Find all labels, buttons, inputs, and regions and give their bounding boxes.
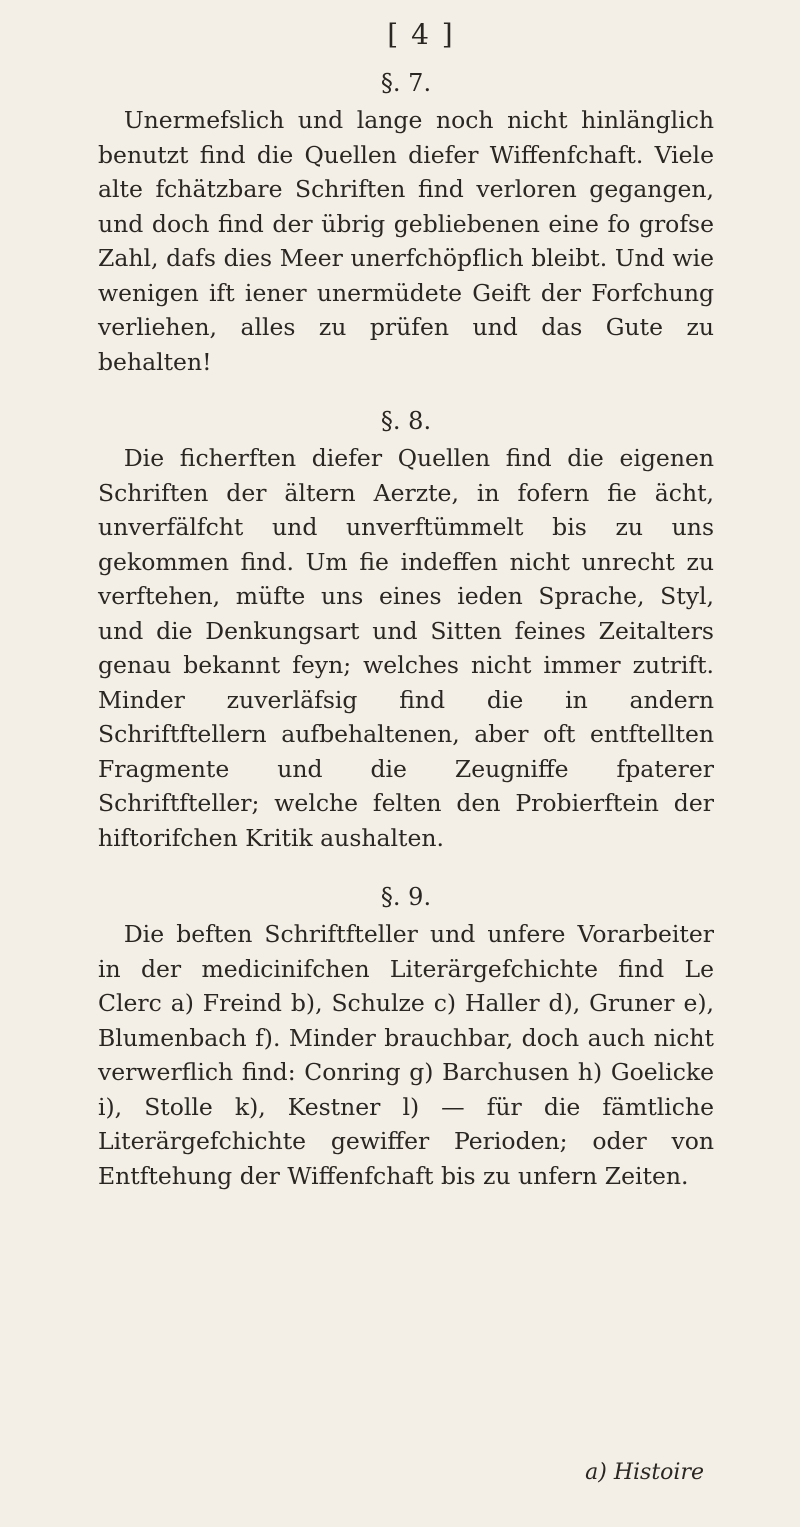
section-paragraph: Unermefslich und lange noch nicht hinlänglich benutzt find die Quellen diefer Wiffenfchaft. Viele alte fchätzbare Schriften find verloren gegangen, und doch find der übrig gebliebenen eine fo grofse Zahl, dafs dies Meer unerfchöpflich bleibt. Und wie wenigen ift iener unermüdete Geift der Forfchung verliehen, alles zu prüfen und das Gute zu behalten! [98, 106, 714, 376]
catchword: a) Histoire [585, 1460, 704, 1485]
section-9 [98, 883, 714, 1193]
section-paragraph: Die ficherften diefer Quellen find die eigenen Schriften der ältern Aerzte, in fofern fie ächt, unverfälfcht und unverftümmelt bis zu uns gekommen find. Um fie indeffen nicht unrecht zu verftehen, müfte uns eines ieden Sprache, Styl, und die Denkungsart und Sitten feines Zeitalters genau bekannt feyn; welches nicht immer zutrift. Minder zuverläfsig find die in andern Schriftftellern aufbehaltenen, aber oft entftellten Fragmente und die Zeugniffe fpaterer Schriftfteller; welche felten den Probierftein der hiftorifchen Kritik aushalten. [98, 444, 714, 852]
page-number: [ 4 ] [387, 18, 455, 51]
section-heading: §. 9. [380, 883, 432, 911]
section-heading: §. 7. [380, 69, 432, 97]
section-8 [98, 407, 714, 855]
section-paragraph: Die beften Schriftfteller und unfere Vorarbeiter in der medicinifchen Literärgefchichte find Le Clerc a) Freind b), Schulze c) Haller d), Gruner e), Blumenbach f). Minder brauchbar, doch auch nicht verwerflich find: Conring g) Barchusen h) Goelicke i), Stolle k), Kestner l) — für die fämtliche Literärgefchichte gewiffer Perioden; oder von Entftehung der Wiffenfchaft bis zu unfern Zeiten. [98, 920, 714, 1190]
section-7 [98, 69, 714, 379]
section-heading: §. 8. [380, 407, 432, 435]
